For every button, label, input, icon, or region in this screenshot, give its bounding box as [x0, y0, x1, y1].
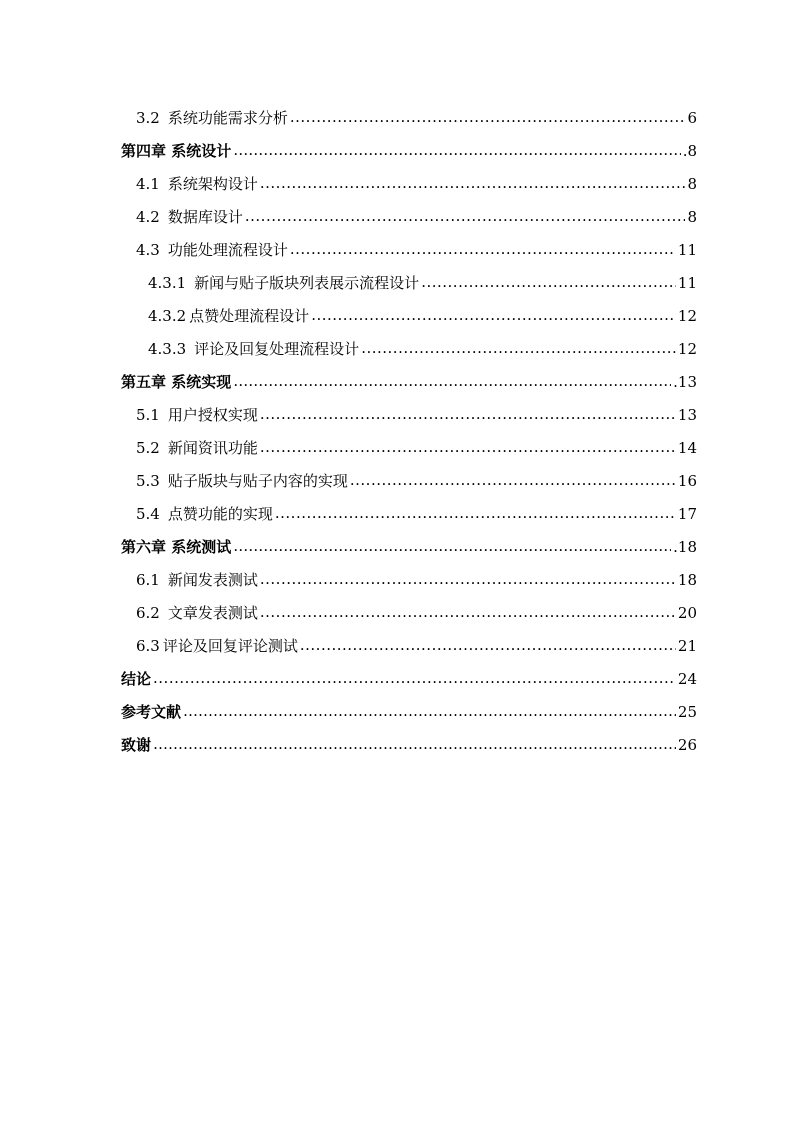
toc-conclusion: [121, 663, 697, 696]
toc-entry-page: .13: [673, 373, 697, 391]
toc-entry-number: 6.2: [136, 604, 160, 622]
toc-entry-page: 12: [677, 340, 697, 358]
toc-entry-title: 新闻与贴子版块列表展示流程设计: [194, 274, 420, 292]
toc-dot-leader: [153, 728, 676, 761]
toc-entry-page: 11: [677, 274, 697, 292]
toc-entry-title: 新闻发表测试: [167, 571, 258, 589]
toc-entry-page: 20: [677, 604, 697, 622]
toc-entry-title: 点赞处理流程设计: [189, 307, 310, 325]
toc-entry-number: 5.4: [136, 505, 160, 523]
toc-entry-title: 第五章 系统实现: [121, 373, 232, 391]
toc-entry-number: 4.3.3: [148, 340, 187, 358]
toc-entry-title: 系统功能需求分析: [167, 109, 288, 127]
toc-chapter-5: [121, 366, 697, 399]
toc-entry-number: 6.1: [136, 571, 160, 589]
toc-entry-title: 功能处理流程设计: [167, 241, 288, 259]
toc-entry-number: 4.3.1: [148, 274, 187, 292]
toc-entry-number: 6.3: [136, 637, 160, 655]
toc-entry-title: 评论及回复处理流程设计: [194, 340, 360, 358]
toc-entry-5-1: [136, 399, 697, 432]
toc-entry-page: 18: [677, 571, 697, 589]
toc-entry-page: 17: [677, 505, 697, 523]
toc-entry-number: 3.2: [136, 109, 160, 127]
toc-dot-leader: [350, 464, 676, 497]
toc-entry-4-1: [136, 168, 697, 201]
toc-dot-leader: [153, 662, 676, 695]
toc-entry-number: 5.2: [136, 439, 160, 457]
toc-entry-page: 21: [677, 637, 697, 655]
toc-entry-page: 26: [677, 736, 697, 754]
toc-entry-title: 评论及回复评论测试: [162, 637, 298, 655]
toc-entry-number: 4.3: [136, 241, 160, 259]
toc-dot-leader: [421, 266, 676, 299]
toc-dot-leader: [233, 530, 671, 563]
toc-entry-number: 4.1: [136, 175, 160, 193]
toc-dot-leader: [260, 431, 676, 464]
toc-entry-title: 数据库设计: [167, 208, 243, 226]
toc-entry-title: 参考文献: [121, 703, 182, 721]
toc-acknowledgements: [121, 729, 697, 762]
toc-dot-leader: [311, 299, 676, 332]
toc-dot-leader: [300, 629, 676, 662]
toc-entry-6-3: [136, 630, 697, 663]
toc-dot-leader: [233, 134, 680, 167]
toc-dot-leader: [183, 695, 676, 728]
toc-entry-4-3-3: [148, 333, 697, 366]
toc-entry-page: 13: [677, 406, 697, 424]
toc-dot-leader: [260, 596, 676, 629]
toc-entry-number: 5.3: [136, 472, 160, 490]
toc-entry-page: .18: [673, 538, 697, 556]
toc-entry-5-3: [136, 465, 697, 498]
toc-entry-page: .8: [682, 142, 697, 160]
toc-dot-leader: [361, 332, 676, 365]
toc-entry-page: 8: [687, 208, 697, 226]
toc-entry-title: 文章发表测试: [167, 604, 258, 622]
toc-entry-4-3-2: [148, 300, 697, 333]
toc-entry-title: 点赞功能的实现: [167, 505, 273, 523]
toc-entry-6-1: [136, 564, 697, 597]
toc-entry-title: 用户授权实现: [167, 406, 258, 424]
toc-entry-page: 14: [677, 439, 697, 457]
toc-entry-3-2: [136, 102, 697, 135]
toc-entry-title: 结论: [121, 670, 152, 688]
toc-entry-number: 4.3.2: [148, 307, 187, 325]
toc-entry-page: 24: [677, 670, 697, 688]
toc-entry-page: 11: [677, 241, 697, 259]
toc-dot-leader: [275, 497, 676, 530]
toc-entry-title: 致谢: [121, 736, 152, 754]
toc-chapter-6: [121, 531, 697, 564]
toc-dot-leader: [260, 563, 676, 596]
toc-entry-6-2: [136, 597, 697, 630]
toc-dot-leader: [245, 200, 686, 233]
toc-entry-5-4: [136, 498, 697, 531]
toc-entry-title: 第六章 系统测试: [121, 538, 232, 556]
toc-dot-leader: [260, 167, 686, 200]
toc-entry-page: 25: [677, 703, 697, 721]
toc-dot-leader: [290, 101, 686, 134]
toc-dot-leader: [233, 365, 671, 398]
toc-entry-4-3-1: [148, 267, 697, 300]
toc-entry-page: 12: [677, 307, 697, 325]
toc-entry-title: 新闻资讯功能: [167, 439, 258, 457]
toc-entry-page: 8: [687, 175, 697, 193]
toc-entry-4-3: [136, 234, 697, 267]
toc-entry-4-2: [136, 201, 697, 234]
toc-entry-page: 6: [687, 109, 697, 127]
toc-entry-title: 贴子版块与贴子内容的实现: [167, 472, 348, 490]
toc-entry-number: 5.1: [136, 406, 160, 424]
toc-entry-5-2: [136, 432, 697, 465]
toc-chapter-4: [121, 135, 697, 168]
toc-entry-page: 16: [677, 472, 697, 490]
toc-references: [121, 696, 697, 729]
toc-dot-leader: [260, 398, 676, 431]
toc-entry-title: 系统架构设计: [167, 175, 258, 193]
toc-entry-title: 第四章 系统设计: [121, 142, 232, 160]
toc-entry-number: 4.2: [136, 208, 160, 226]
toc-dot-leader: [290, 233, 676, 266]
